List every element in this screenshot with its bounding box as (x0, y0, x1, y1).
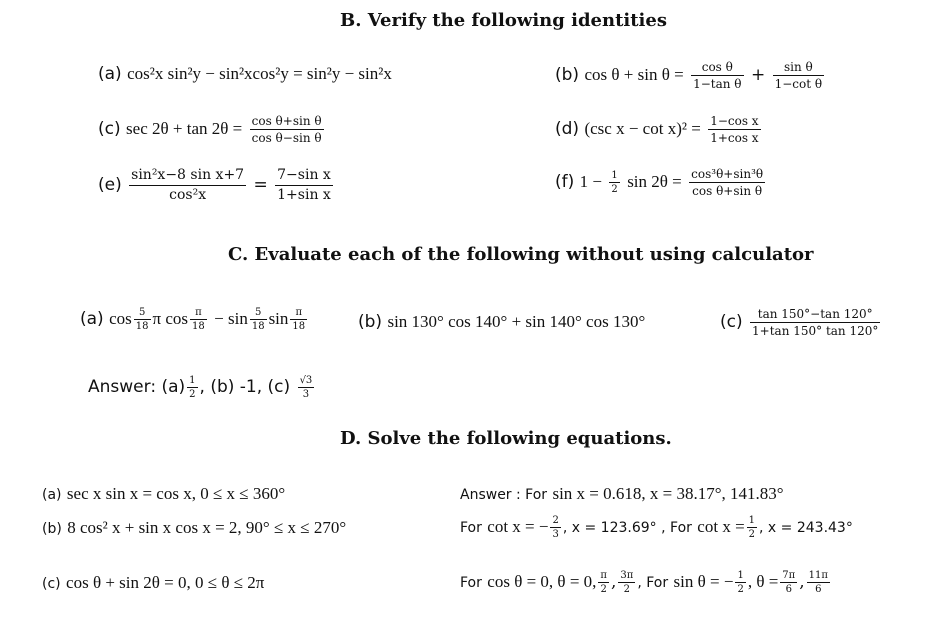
answer-expression: cot x = − (487, 517, 549, 536)
section-c-heading: C. Evaluate each of the following without using calculator (228, 244, 814, 265)
answer-prefix: Answer: (a) (88, 377, 186, 397)
term: sin (268, 309, 289, 328)
numerator: cos³θ+sin³θ (691, 167, 764, 181)
problem-label: (b) (42, 521, 62, 537)
term: cos (109, 309, 132, 328)
numerator: 1 (611, 170, 618, 181)
equals-sign: = (253, 175, 268, 195)
numerator: 7−sin x (275, 167, 333, 186)
equation: cos θ + sin 2θ = 0, 0 ≤ θ ≤ 2π (66, 573, 265, 592)
problem-label: (a) (98, 64, 122, 84)
numerator: π (600, 570, 607, 581)
answer-text: For (460, 575, 482, 591)
section-c-answer (88, 375, 316, 400)
fraction (129, 167, 246, 204)
denominator: 18 (192, 321, 205, 332)
numerator: 7π (782, 570, 796, 581)
section-b-heading: B. Verify the following identities (340, 10, 667, 31)
answer-d-2 (460, 515, 853, 540)
denominator: 2 (600, 584, 607, 595)
term: π cos (152, 309, 188, 328)
denominator: 18 (135, 321, 149, 332)
numerator: 11π (808, 570, 828, 581)
problem-b-a (98, 64, 392, 84)
problem-label: (d) (555, 119, 580, 139)
numerator: sin²x−8 sin x+7 (129, 167, 246, 186)
fraction (691, 60, 743, 91)
answer-prefix: Answer : For (460, 487, 548, 503)
denominator: 1−tan θ (693, 77, 742, 91)
numerator: π (190, 307, 207, 320)
problem-label: (c) (98, 119, 121, 139)
denominator: 2 (611, 184, 618, 195)
identity-lhs: (csc x − cot x)² = (584, 119, 701, 138)
comma: , (799, 572, 805, 592)
identity-expression: cos²x sin²y − sin²xcos²y = sin²y − sin²x (127, 64, 392, 83)
plus-sign: + (750, 65, 766, 85)
numerator: 5 (250, 307, 267, 320)
fraction (250, 114, 324, 145)
problem-label: (e) (98, 175, 122, 195)
fraction (250, 307, 267, 332)
equation: sec x sin x = cos x, 0 ≤ x ≤ 360° (66, 484, 286, 503)
denominator: 3 (552, 529, 559, 540)
problem-label: (a) (42, 487, 62, 503)
numerator: √3 (299, 375, 313, 386)
equation: 8 cos² x + sin x cos x = 2, 90° ≤ x ≤ 270° (67, 518, 347, 537)
identity-part: 1 − (579, 172, 602, 191)
fraction (750, 307, 880, 338)
numerator: π (290, 307, 307, 320)
answer-d-1 (460, 484, 784, 504)
fraction (747, 515, 757, 540)
term: − sin (214, 309, 248, 328)
numerator: 1 (748, 515, 756, 526)
problem-b-f (555, 167, 767, 198)
problem-d-c (42, 573, 264, 593)
fraction (290, 307, 307, 332)
evaluate-expression: sin 130° cos 140° + sin 140° cos 130° (387, 312, 646, 331)
identity-part: sin 2θ = (627, 172, 682, 191)
denominator: 6 (815, 584, 822, 595)
denominator: 1+tan 150° tan 120° (752, 324, 879, 338)
denominator: 2 (189, 389, 196, 400)
answer-text: , x = 123.69° , For (562, 520, 692, 536)
comma: , (610, 572, 617, 592)
answer-expression: cos θ = 0, θ = 0, (487, 572, 597, 591)
denominator: 1+cos x (710, 131, 759, 145)
denominator: 1+sin x (277, 187, 331, 203)
problem-c-b (358, 312, 645, 332)
identity-lhs: sec 2θ + tan 2θ = (126, 119, 243, 138)
denominator: 2 (737, 584, 744, 595)
fraction (780, 570, 797, 595)
answer-d-3 (460, 570, 832, 595)
denominator: 2 (623, 584, 631, 595)
denominator: 1−cot θ (774, 77, 823, 91)
fraction (190, 307, 207, 332)
numerator: 5 (134, 307, 151, 320)
section-d-heading: D. Solve the following equations. (340, 428, 672, 449)
fraction (187, 375, 197, 400)
answer-expression: cot x = (697, 517, 745, 536)
answer-expression: , θ = (747, 572, 779, 591)
fraction (298, 375, 315, 400)
problem-label: (c) (720, 312, 743, 332)
problem-d-a (42, 484, 285, 504)
problem-label: (f) (555, 172, 575, 192)
fraction (773, 60, 825, 91)
fraction (550, 515, 560, 540)
denominator: 2 (748, 529, 756, 540)
denominator: cos θ−sin θ (251, 131, 322, 145)
fraction (735, 570, 745, 595)
problem-b-c (98, 114, 326, 145)
problem-c-c (720, 307, 882, 338)
fraction (598, 570, 609, 595)
numerator: cos θ (691, 60, 743, 76)
answer-text: , x = 243.43° (759, 520, 853, 536)
denominator: 18 (251, 321, 265, 332)
fraction (689, 167, 765, 198)
denominator: 6 (785, 584, 792, 595)
numerator: 3π (620, 570, 634, 581)
numerator: 1 (189, 375, 196, 386)
problem-label: (c) (42, 576, 61, 592)
fraction (134, 307, 151, 332)
problem-b-d (555, 114, 763, 145)
denominator: cos²x (169, 187, 207, 203)
denominator: cos θ+sin θ (692, 184, 763, 198)
numerator: sin θ (773, 60, 825, 76)
problem-b-e (98, 167, 335, 204)
fraction (609, 170, 619, 195)
numerator: 1 (737, 570, 744, 581)
problem-b-b (555, 60, 826, 91)
numerator: cos θ+sin θ (251, 114, 322, 128)
problem-c-a (80, 307, 309, 332)
numerator: tan 150°−tan 120° (750, 307, 880, 323)
identity-lhs: cos θ + sin θ = (584, 65, 684, 84)
fraction (708, 114, 760, 145)
denominator: 18 (292, 321, 306, 332)
numerator: 1−cos x (710, 114, 759, 128)
problem-label: (b) (358, 312, 383, 332)
fraction (618, 570, 635, 595)
fraction (807, 570, 830, 595)
answer-text: , For (637, 575, 669, 591)
problem-label: (b) (555, 65, 580, 85)
denominator: 3 (302, 389, 310, 400)
answer-text: For (460, 520, 482, 536)
answer-expression: sin θ = − (673, 572, 734, 591)
fraction (275, 167, 333, 204)
problem-d-b (42, 518, 346, 538)
answer-expression: sin x = 0.618, x = 38.17°, 141.83° (552, 484, 784, 503)
answer-mid: , (b) -1, (c) (199, 377, 291, 397)
numerator: 2 (552, 515, 559, 526)
problem-label: (a) (80, 309, 104, 329)
